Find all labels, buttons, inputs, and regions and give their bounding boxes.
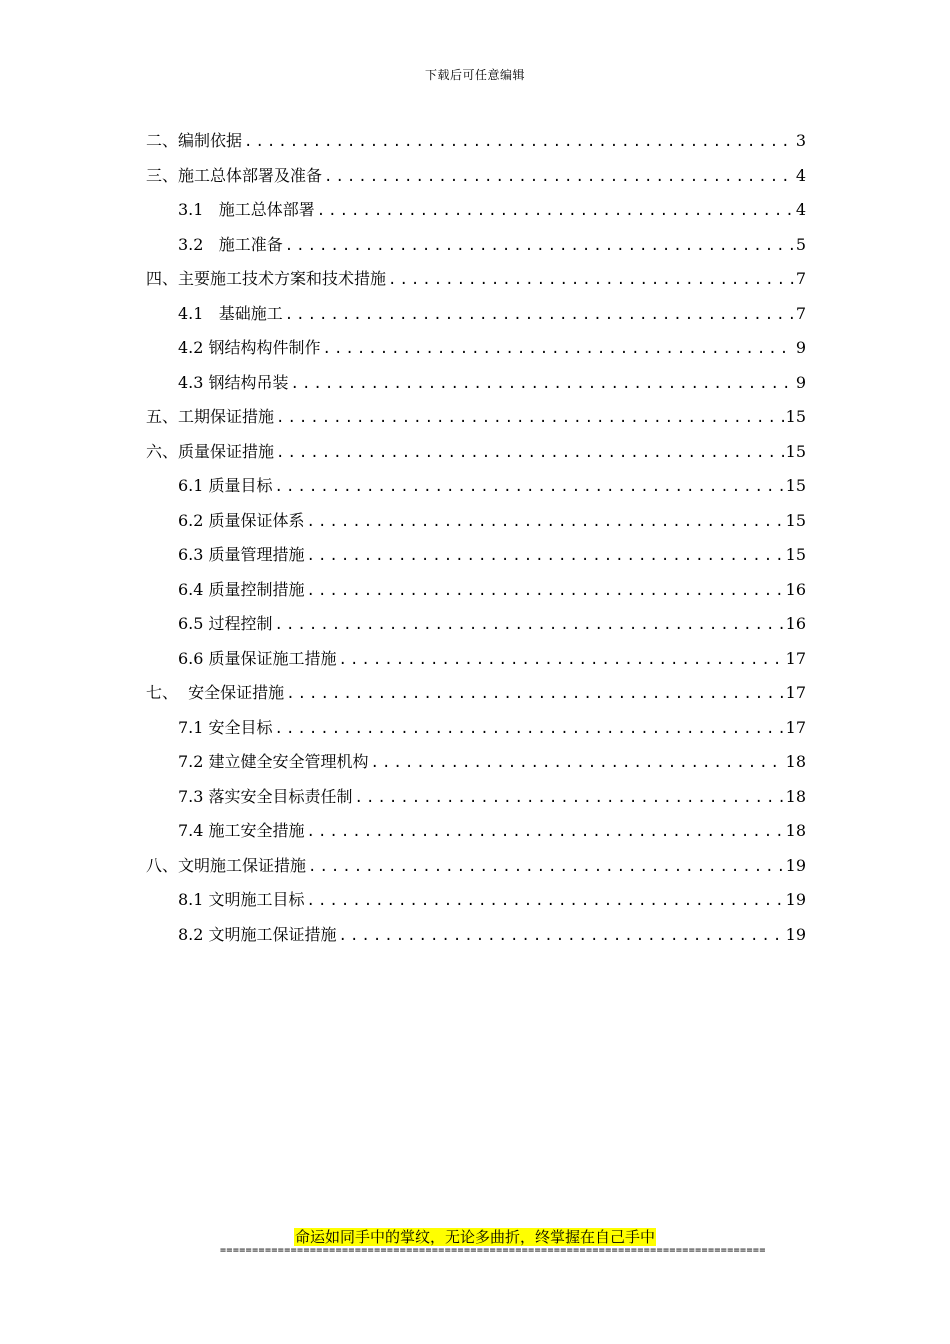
toc-entry-label: 四、主要施工技术方案和技术措施 [146,269,387,288]
toc-dot-leader [276,401,784,436]
footer-motto-text: 命运如同手中的掌纹，无论多曲折，终掌握在自己手中 [294,1228,655,1246]
toc-entry[interactable] [146,262,806,297]
toc-entry[interactable] [146,573,806,608]
toc-entry-label: 八、文明施工保证措施 [146,855,307,875]
toc-entry[interactable] [146,883,806,918]
toc-dot-leader [307,815,784,850]
toc-entry-page: 17 [785,717,806,737]
toc-entry-page: 17 [785,648,806,668]
toc-entry-label: 六、质量保证措施 [146,441,275,461]
toc-entry[interactable] [146,642,806,677]
toc-entry[interactable] [146,711,806,746]
toc-dot-leader [324,160,794,195]
toc-entry-label: 4.2 钢结构构件制作 [178,338,321,357]
toc-dot-leader [317,194,794,229]
toc-dot-leader [339,919,784,954]
toc-entry-label: 8.2 文明施工保证措施 [178,924,337,944]
toc-entry-page: 18 [785,752,806,771]
toc-dot-leader [355,781,784,816]
toc-entry-label: 6.4 质量控制措施 [178,579,305,599]
toc-entry-label: 7.1 安全目标 [178,717,273,737]
toc-entry-page: 19 [785,924,806,944]
toc-entry-page: 3 [795,131,806,150]
toc-entry[interactable] [146,607,806,642]
toc-entry[interactable] [146,469,806,504]
toc-entry-label: 五、工期保证措施 [146,407,275,426]
toc-entry[interactable] [146,159,806,194]
toc-dot-leader [285,298,794,333]
toc-entry-label: 三、施工总体部署及准备 [146,165,323,185]
toc-dot-leader [308,850,784,885]
toc-entry[interactable] [146,400,806,435]
table-of-contents [146,124,806,952]
toc-entry-label: 3.1 施工总体部署 [178,200,315,219]
toc-entry[interactable] [146,814,806,849]
toc-entry-page: 18 [785,821,806,840]
toc-entry-label: 8.1 文明施工目标 [178,890,305,909]
toc-entry[interactable] [146,504,806,539]
toc-entry-label: 7.2 建立健全安全管理机构 [178,752,369,771]
toc-entry[interactable] [146,745,806,780]
toc-entry[interactable] [146,849,806,884]
toc-entry-label: 6.5 过程控制 [178,614,273,633]
toc-entry-label: 二、编制依据 [146,131,243,150]
toc-dot-leader [276,436,784,471]
toc-entry-page: 15 [785,510,806,530]
toc-dot-leader [307,574,784,609]
toc-entry-page: 9 [795,372,806,392]
toc-entry-page: 17 [785,683,806,702]
toc-dot-leader [323,332,794,367]
toc-entry[interactable] [146,780,806,815]
toc-entry-label: 3.2 施工准备 [178,234,283,254]
toc-dot-leader [307,505,784,540]
toc-entry-page: 4 [795,200,806,219]
toc-entry-label: 七、 安全保证措施 [146,683,285,702]
toc-entry[interactable] [146,366,806,401]
toc-dot-leader [285,229,794,264]
toc-entry-label: 6.6 质量保证施工措施 [178,648,337,668]
toc-entry-label: 4.1 基础施工 [178,303,283,323]
toc-entry[interactable] [146,918,806,953]
toc-entry-page: 7 [795,303,806,323]
toc-entry-page: 15 [785,407,806,426]
toc-dot-leader [275,712,784,747]
toc-entry-page: 7 [795,269,806,288]
toc-dot-leader [275,608,784,643]
toc-entry-page: 15 [785,545,806,564]
toc-dot-leader [371,746,784,781]
toc-entry-page: 16 [785,579,806,599]
toc-entry-label: 6.3 质量管理措施 [178,545,305,564]
toc-entry-label: 6.2 质量保证体系 [178,510,305,530]
toc-dot-leader [286,677,783,712]
toc-entry-label: 7.3 落实安全目标责任制 [178,786,353,806]
toc-entry[interactable] [146,676,806,711]
toc-entry[interactable] [146,538,806,573]
toc-entry[interactable] [146,331,806,366]
footer-rule: ===================================================================================== [220,1245,766,1256]
toc-dot-leader [307,539,784,574]
toc-dot-leader [244,125,794,160]
toc-entry-page: 15 [785,441,806,461]
toc-entry[interactable] [146,124,806,159]
toc-entry[interactable] [146,228,806,263]
toc-dot-leader [339,643,784,678]
toc-entry-page: 9 [795,338,806,357]
toc-entry[interactable] [146,297,806,332]
toc-dot-leader [275,470,784,505]
toc-entry-page: 19 [785,890,806,909]
toc-dot-leader [307,884,784,919]
toc-entry-page: 18 [785,786,806,806]
toc-entry-page: 4 [795,165,806,185]
toc-entry-page: 16 [785,614,806,633]
toc-dot-leader [291,367,794,402]
toc-entry-page: 5 [795,234,806,254]
toc-entry-label: 6.1 质量目标 [178,476,273,495]
page-header: 下载后可任意编辑 [424,68,525,82]
toc-entry-label: 4.3 钢结构吊装 [178,372,289,392]
footer-motto [0,1226,950,1247]
toc-entry[interactable] [146,193,806,228]
toc-entry[interactable] [146,435,806,470]
toc-entry-page: 15 [785,476,806,495]
toc-dot-leader [388,263,794,298]
toc-entry-label: 7.4 施工安全措施 [178,821,305,840]
toc-entry-page: 19 [785,855,806,875]
